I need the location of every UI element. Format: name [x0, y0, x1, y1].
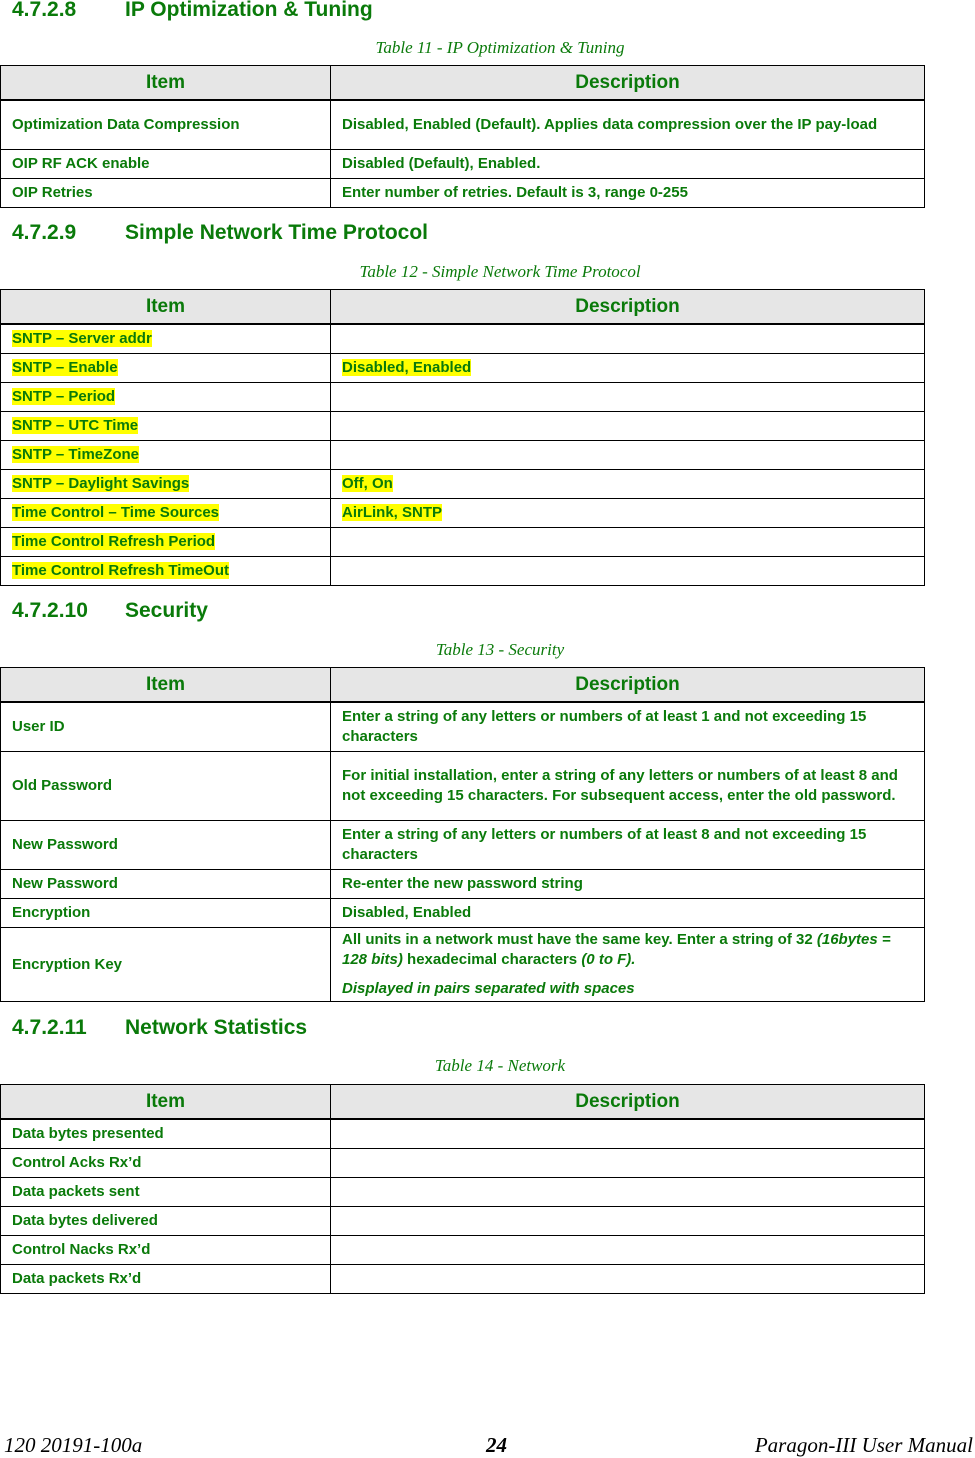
item-cell: Control Acks Rx’d: [1, 1149, 331, 1178]
table-row: [1, 557, 925, 586]
item-cell: Encryption Key: [1, 928, 331, 1002]
item-cell: Time Control Refresh TimeOut: [1, 557, 331, 586]
column-header-description: Description: [331, 668, 925, 703]
description-cell: Re-enter the new password string: [331, 870, 925, 899]
description-cell: Enter number of retries. Default is 3, range 0-255: [331, 179, 925, 208]
security-table: [0, 667, 925, 1002]
description-cell: Disabled, Enabled: [331, 899, 925, 928]
manual-title: Paragon-III User Manual: [754, 1433, 973, 1457]
item-cell: Encryption: [1, 899, 331, 928]
ip-optimization-table: [0, 65, 925, 208]
item-cell: Time Control Refresh Period: [1, 528, 331, 557]
item-cell: Time Control – Time Sources: [1, 499, 331, 528]
table-row: [1, 752, 925, 821]
item-cell: Data packets sent: [1, 1178, 331, 1207]
section-number: 4.7.2.9: [12, 221, 77, 244]
description-cell: [331, 1178, 925, 1207]
item-cell: Data bytes presented: [1, 1119, 331, 1149]
item-cell: OIP Retries: [1, 179, 331, 208]
table-caption: Table 11 - IP Optimization & Tuning: [375, 38, 625, 57]
column-header-description: Description: [331, 66, 925, 101]
table-row: [1, 528, 925, 557]
table-caption: Table 13 - Security: [435, 640, 565, 659]
item-cell: SNTP – TimeZone: [1, 441, 331, 470]
item-cell: SNTP – Period: [1, 383, 331, 412]
column-header-item: Item: [1, 66, 331, 101]
network-statistics-table: [0, 1084, 925, 1294]
table-row: [1, 499, 925, 528]
item-cell: Optimization Data Compression: [1, 100, 331, 150]
item-cell: OIP RF ACK enable: [1, 150, 331, 179]
column-header-item: Item: [1, 1085, 331, 1120]
section-heading-ip-optimization: [12, 0, 373, 22]
description-cell: [331, 383, 925, 412]
section-title: IP Optimization & Tuning: [125, 0, 373, 21]
table-row: [1, 354, 925, 383]
description-cell: [331, 1236, 925, 1265]
table-row: [1, 702, 925, 752]
sntp-table: [0, 289, 925, 586]
page-number: 24: [486, 1433, 507, 1457]
table-row: [1, 1207, 925, 1236]
column-header-item: Item: [1, 290, 331, 325]
description-cell: [331, 1207, 925, 1236]
description-cell: [331, 324, 925, 354]
description-cell: [331, 557, 925, 586]
description-cell: For initial installation, enter a string of any letters or numbers of at least 8 and not exceeding 15 characters. For subsequent access, enter the old password.: [331, 752, 925, 821]
item-cell: Old Password: [1, 752, 331, 821]
description-cell: Disabled (Default), Enabled.: [331, 150, 925, 179]
description-cell: Off, On: [331, 470, 925, 499]
table-row: [1, 1265, 925, 1294]
table-row: [1, 179, 925, 208]
item-cell: Control Nacks Rx’d: [1, 1236, 331, 1265]
item-cell: Data packets Rx’d: [1, 1265, 331, 1294]
table-caption: Table 12 - Simple Network Time Protocol: [359, 262, 641, 281]
section-heading-security: [12, 599, 208, 623]
section-heading-sntp: [12, 221, 428, 245]
column-header-description: Description: [331, 1085, 925, 1120]
table-row: [1, 870, 925, 899]
section-title: Simple Network Time Protocol: [125, 221, 429, 244]
description-cell: AirLink, SNTP: [331, 499, 925, 528]
item-cell: New Password: [1, 821, 331, 870]
section-title: Security: [125, 599, 208, 622]
item-cell: New Password: [1, 870, 331, 899]
description-cell: [331, 441, 925, 470]
table-row: [1, 441, 925, 470]
description-cell: [331, 528, 925, 557]
table-row: [1, 324, 925, 354]
table-row: [1, 821, 925, 870]
description-cell: Disabled, Enabled (Default). Applies data compression over the IP pay-load: [331, 100, 925, 150]
doc-number: 120 20191-100a: [4, 1433, 143, 1457]
description-cell: [331, 1119, 925, 1149]
table-row: [1, 1149, 925, 1178]
table-row: [1, 150, 925, 179]
description-cell: [331, 1265, 925, 1294]
table-row: [1, 1236, 925, 1265]
item-cell: Data bytes delivered: [1, 1207, 331, 1236]
description-cell: All units in a network must have the same key. Enter a string of 32 (16bytes = 128 bits) hexadecimal characters (0 to F). Displayed in pairs separated with spaces: [331, 928, 925, 1002]
section-number: 4.7.2.11: [12, 1016, 87, 1039]
item-cell: User ID: [1, 702, 331, 752]
table-row: [1, 100, 925, 150]
section-number: 4.7.2.8: [12, 0, 77, 21]
description-cell: [331, 412, 925, 441]
table-row: [1, 470, 925, 499]
section-title: Network Statistics: [125, 1016, 308, 1039]
description-cell: Enter a string of any letters or numbers of at least 8 and not exceeding 15 characters: [331, 821, 925, 870]
item-cell: SNTP – Server addr: [1, 324, 331, 354]
section-number: 4.7.2.10: [12, 599, 88, 622]
table-row: [1, 928, 925, 1002]
page-footer: [0, 1433, 975, 1457]
description-cell: Enter a string of any letters or numbers of at least 1 and not exceeding 15 characters: [331, 702, 925, 752]
table-row: [1, 383, 925, 412]
item-cell: SNTP – Daylight Savings: [1, 470, 331, 499]
column-header-description: Description: [331, 290, 925, 325]
description-cell: [331, 1149, 925, 1178]
table-row: [1, 412, 925, 441]
table-row: [1, 899, 925, 928]
column-header-item: Item: [1, 668, 331, 703]
table-caption: Table 14 - Network: [434, 1056, 566, 1075]
item-cell: SNTP – UTC Time: [1, 412, 331, 441]
description-cell: Disabled, Enabled: [331, 354, 925, 383]
item-cell: SNTP – Enable: [1, 354, 331, 383]
table-row: [1, 1119, 925, 1149]
section-heading-network-statistics: [12, 1016, 307, 1040]
table-row: [1, 1178, 925, 1207]
